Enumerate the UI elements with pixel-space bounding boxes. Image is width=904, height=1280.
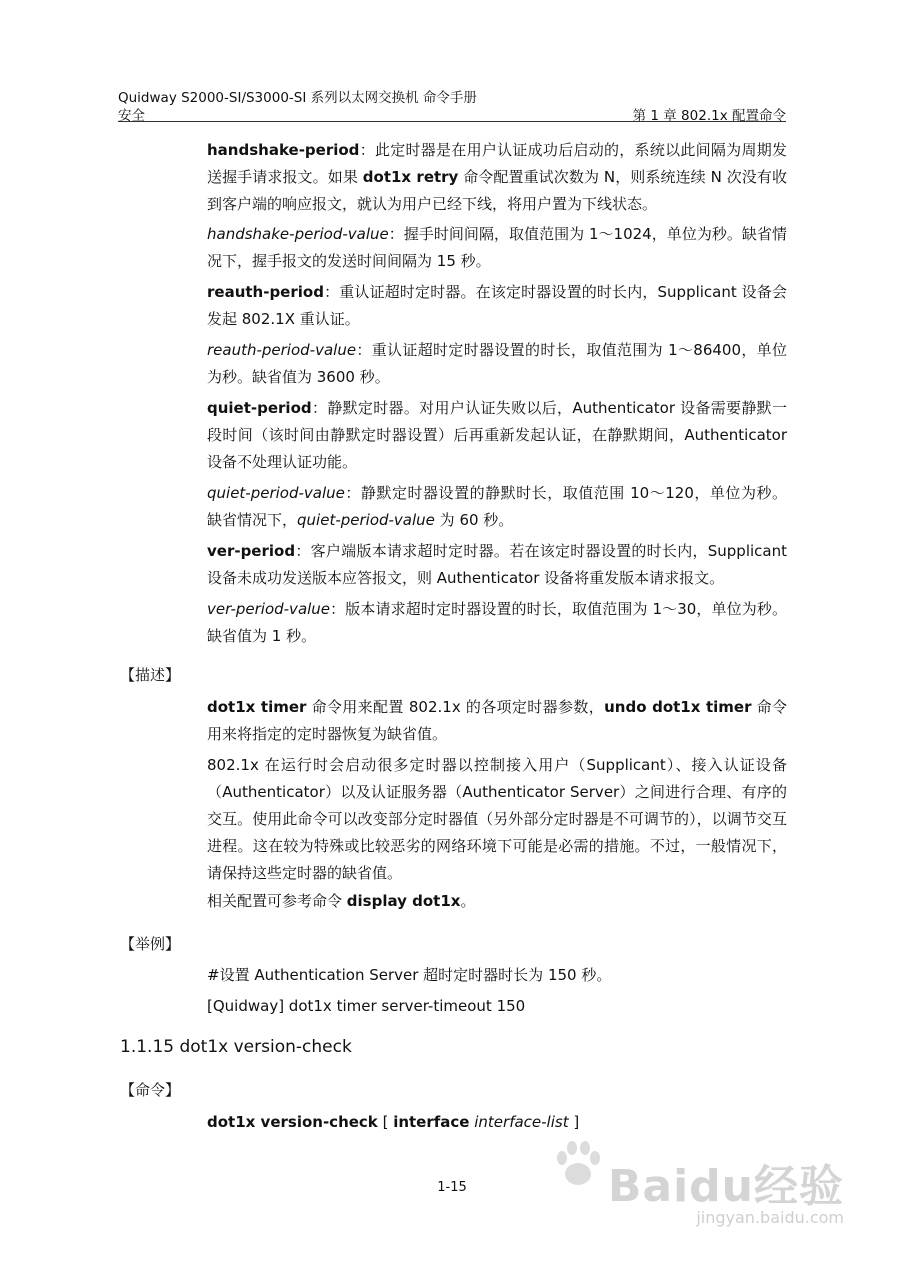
- param-term: ver-period-value: [207, 600, 331, 618]
- command-syntax: [207, 1109, 787, 1136]
- description-para-3: [207, 888, 787, 915]
- section-heading: 1.1.15 dot1x version-check: [120, 1037, 352, 1057]
- param-ver-period: [207, 538, 787, 592]
- param-handshake-period-value: [207, 221, 787, 275]
- command-bracket: ]: [568, 1113, 580, 1131]
- param-reauth-period-value: [207, 337, 787, 391]
- description-para-1: [207, 694, 787, 748]
- param-text: ：静默定时器设置的静默时长，取值范围 10～120，单位为秒。缺省情况下，: [207, 484, 787, 529]
- param-quiet-period-value: [207, 480, 787, 534]
- param-text: ：版本请求超时定时器设置的时长，取值范围为 1～30，单位为秒。缺省值为 1 秒。: [207, 600, 787, 645]
- param-handshake-period: [207, 137, 787, 218]
- command-name: dot1x version-check: [207, 1113, 378, 1131]
- header-title: Quidway S2000-SI/S3000-SI 系列以太网交换机 命令手册: [118, 90, 477, 106]
- param-term: quiet-period-value: [297, 511, 435, 529]
- header-rule: [118, 121, 786, 122]
- description-para-2: 802.1x 在运行时会启动很多定时器以控制接入用户（Supplicant）、接入认证设备（Authenticator）以及认证服务器（Authenticator Server）之间进行合理、有序的交互。使用此命令可以改变部分定时器值（另外部分定时器是不可调节的），以调节交互进程。这在较为特殊或比较恶劣的网络环境下可能是必需的措施。不过，一般情况下，请保持这些定时器的缺省值。: [207, 756, 787, 882]
- param-text: ：握手时间间隔，取值范围为 1～1024，单位为秒。缺省情况下，握手报文的发送时间间隔为 15 秒。: [207, 225, 787, 270]
- desc-text: 命令用来配置 802.1x 的各项定时器参数，: [306, 698, 605, 716]
- param-text: ：静默定时器。对用户认证失败以后，Authenticator 设备需要静默一段时间（该时间由静默定时器设置）后再重新发起认证，在静默期间，Authenticator 设备不处理认证功能。: [207, 399, 787, 471]
- param-ver-period-value: [207, 596, 787, 650]
- param-term: handshake-period: [207, 141, 360, 159]
- example-comment: #设置 Authentication Server 超时定时器时长为 150 秒。: [207, 966, 612, 984]
- header-section: 安全: [118, 108, 145, 124]
- param-term: quiet-period-value: [207, 484, 345, 502]
- param-text: ：重认证超时定时器设置的时长，取值范围为 1～86400，单位为秒。缺省值为 3600 秒。: [207, 341, 787, 386]
- param-text: 命令配置重试次数为 N，则系统连续 N 次没有收到客户端的响应报文，就认为用户已经下线，将用户置为下线状态。: [207, 168, 787, 213]
- param-text: 为 60 秒。: [434, 511, 514, 529]
- watermark-url: jingyan.baidu.com: [696, 1208, 844, 1227]
- command-arg: interface-list: [474, 1113, 569, 1131]
- watermark: [607, 1150, 844, 1227]
- param-term: quiet-period: [207, 399, 312, 417]
- command-bracket: [: [377, 1113, 394, 1131]
- desc-text: 。: [460, 892, 476, 910]
- paw-icon: [550, 1136, 606, 1192]
- desc-cmd: display dot1x: [346, 892, 461, 910]
- example-tag: 【举例】: [120, 935, 181, 953]
- param-term: reauth-period: [207, 283, 324, 301]
- param-cmd: dot1x retry: [362, 168, 459, 186]
- param-text: ：客户端版本请求超时定时器。若在该定时器设置的时长内，Supplicant 设备未成功发送版本应答报文，则 Authenticator 设备将重发版本请求报文。: [207, 542, 787, 587]
- command-tag: 【命令】: [120, 1081, 181, 1099]
- page-number: 1-15: [437, 1180, 467, 1195]
- desc-text: 命令用来将指定的定时器恢复为缺省值。: [207, 698, 788, 743]
- param-term: handshake-period-value: [207, 225, 389, 243]
- param-text: ：重认证超时定时器。在该定时器设置的时长内，Supplicant 设备会发起 802.1X 重认证。: [207, 283, 787, 328]
- param-reauth-period: [207, 279, 787, 333]
- description-tag: 【描述】: [120, 666, 181, 684]
- example-command: [Quidway] dot1x timer server-timeout 150: [207, 997, 526, 1015]
- param-term: ver-period: [207, 542, 296, 560]
- param-text: ：此定时器是在用户认证成功后启动的，系统以此间隔为周期发送握手请求报文。如果: [207, 141, 787, 186]
- param-term: reauth-period-value: [207, 341, 357, 359]
- param-quiet-period: [207, 395, 787, 476]
- watermark-logo: Baidu经验: [607, 1161, 844, 1212]
- desc-text: 相关配置可参考命令: [207, 892, 347, 910]
- command-keyword: interface: [393, 1113, 470, 1131]
- desc-cmd: undo dot1x timer: [604, 698, 752, 716]
- desc-cmd: dot1x timer: [207, 698, 307, 716]
- header-chapter: 第 1 章 802.1x 配置命令: [632, 108, 786, 124]
